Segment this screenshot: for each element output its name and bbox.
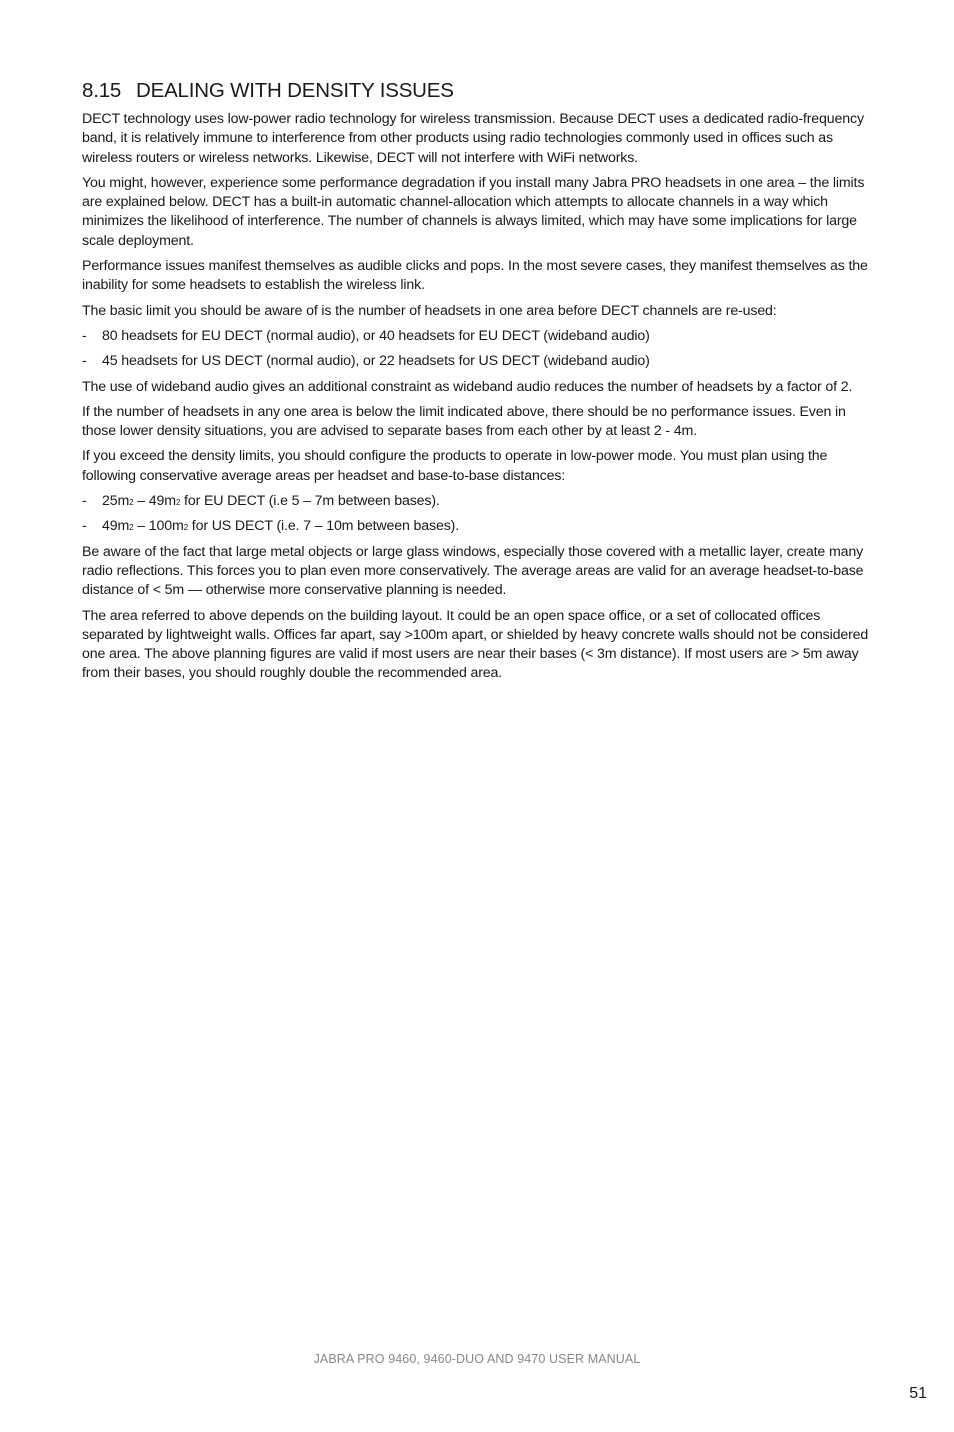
bullet-dash: - bbox=[82, 353, 87, 370]
paragraph-wideband-constraint: The use of wideband audio gives an additional constraint as wideband audio reduces the number of headsets by a factor of 2. bbox=[82, 378, 853, 395]
paragraph-area-definition: The area referred to above depends on the building layout. It could be an open space office, or a set of collocated offices separated by lightweight walls. Offices far apart, say >100m apart, or shielded by heavy concrete walls should not be considered one area. The above planning figures are valid if most users are near their bases (< 3m distance). If most users are > 5m away from their bases, you should roughly double the recommended area. bbox=[82, 607, 869, 682]
list-item-text bbox=[102, 517, 459, 536]
list-item bbox=[82, 492, 874, 511]
area-min: 25m bbox=[102, 493, 130, 510]
paragraph-dect-intro: DECT technology uses low-power radio technology for wireless transmission. Because DECT uses a dedicated radio-frequency band, it is relatively immune to interference from other products using radio technologies commonly used in offices such as wireless routers or wireless networks. Likewise, DECT will not interfere with WiFi networks. bbox=[82, 111, 864, 166]
list-item bbox=[82, 517, 874, 536]
superscript: 2 bbox=[175, 498, 181, 508]
paragraph-performance-degradation: You might, however, experience some performance degradation if you install many Jabra PRO headsets in one area – the limits are explained below. DECT has a built-in automatic channel-allocation which attempts to allocate channels in a way which minimizes the likelihood of interference. The number of channels is always limited, which may have some implications for large scale deployment. bbox=[82, 174, 865, 249]
paragraph-below-limit: If the number of headsets in any one area is below the limit indicated above, there should be no performance issues. Even in those lower density situations, you are advised to separate bases from each other by at least 2 - 4m. bbox=[82, 403, 846, 440]
list-item bbox=[82, 352, 874, 371]
superscript: 2 bbox=[183, 523, 188, 533]
superscript: 2 bbox=[129, 498, 134, 508]
list-item-text: 80 headsets for EU DECT (normal audio), or 40 headsets for EU DECT (wideband audio) bbox=[102, 327, 650, 344]
list-item-text: 45 headsets for US DECT (normal audio), or 22 headsets for US DECT (wideband audio) bbox=[102, 353, 650, 370]
bullet-dash: - bbox=[82, 518, 87, 535]
area-max: – 49m bbox=[133, 493, 176, 510]
paragraph-performance-issues: Performance issues manifest themselves as audible clicks and pops. In the most severe cases, they manifest themselves as the inability for some headsets to establish the wireless link. bbox=[82, 258, 868, 294]
list-item bbox=[82, 327, 874, 346]
area-description: for US DECT (i.e. 7 – 10m between bases). bbox=[188, 518, 460, 535]
section-title: DEALING WITH DENSITY ISSUES bbox=[136, 79, 454, 102]
paragraph-metal-objects: Be aware of the fact that large metal objects or large glass windows, especially those covered with a metallic layer, create many radio reflections. This forces you to plan even more conservatively. The average areas are valid for an average headset-to-base distance of < 5m — otherwise more conservative planning is needed. bbox=[82, 543, 864, 599]
superscript: 2 bbox=[129, 523, 134, 533]
bullet-dash: - bbox=[82, 493, 87, 510]
page-number: 51 bbox=[909, 1385, 927, 1402]
area-max: – 100m bbox=[133, 518, 184, 535]
area-description: for EU DECT (i.e 5 – 7m between bases). bbox=[180, 493, 440, 510]
area-min: 49m bbox=[102, 518, 130, 535]
page-footer: JABRA PRO 9460, 9460-DUO AND 9470 USER MANUAL bbox=[313, 1352, 641, 1366]
document-body bbox=[82, 78, 874, 690]
section-heading bbox=[82, 78, 874, 104]
section-number: 8.15 bbox=[82, 79, 122, 102]
list-item-text bbox=[102, 492, 440, 511]
paragraph-basic-limit: The basic limit you should be aware of is the number of headsets in one area before DECT channels are re-used: bbox=[82, 302, 777, 319]
bullet-dash: - bbox=[82, 327, 87, 344]
paragraph-exceed-limits: If you exceed the density limits, you should configure the products to operate in low-power mode. You must plan using the following conservative average areas per headset and base-to-base distances: bbox=[82, 448, 828, 484]
